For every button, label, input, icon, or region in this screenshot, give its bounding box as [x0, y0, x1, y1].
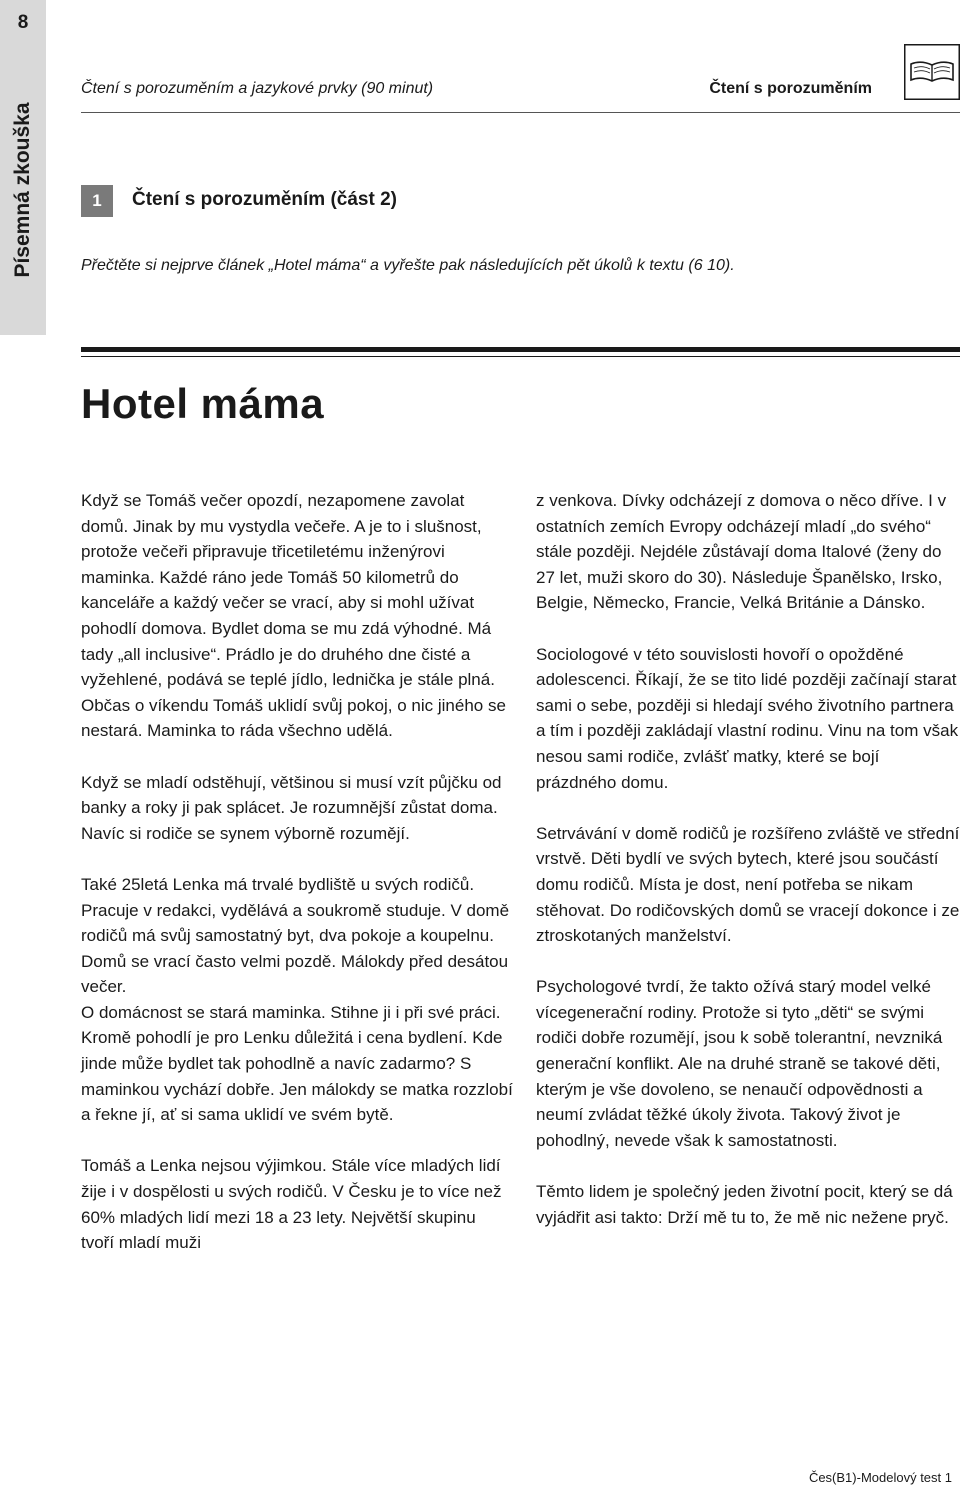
article-paragraph: z venkova. Dívky odcházejí z domova o něco dříve. I v ostatních zemích Evropy odcházejí mladí „do svého“ stále později. Nejdéle zůstávají doma Italové (ženy do 27 let, muži skoro do 30). Následuje Španělsko, Irsko, Belgie, Německo, Francie, Velká Británie a Dánsko.: [536, 491, 947, 613]
task-instruction: Přečtěte si nejprve článek „Hotel máma“ a vyřešte pak následujících pět úkolů k textu (6 10).: [81, 257, 735, 274]
article-rule-thick: [81, 347, 960, 352]
article-paragraph: Setrvávání v domě rodičů je rozšířeno zvláště ve střední vrstvě. Děti bydlí ve svých bytech, které jsou součástí domu rodičů. Místa je dost, není potřeba se nikam stěhovat. Do rodičovských domů se vracejí dokonce i ze ztroskotaných manželství.: [536, 823, 960, 946]
article-rule-thin: [81, 356, 960, 357]
task-number-badge: 1: [81, 185, 113, 217]
article-title: Hotel máma: [81, 380, 325, 427]
article-column-right: [536, 488, 960, 1256]
section-header-left: Čtení s porozuměním a jazykové prvky (90 minut): [81, 80, 434, 97]
article-paragraph: Když se mladí odstěhují, většinou si musí vzít půjčku od banky a roky ji pak splácet. Je rozumnější zůstat doma. Navíc si rodiče se synem výborně rozumějí.: [81, 772, 502, 843]
article-paragraph: Když se Tomáš večer opozdí, nezapomene zavolat domů. Jinak by mu vystydla večeře. A je to i slušnost, protože večeři připravuje třicetiletému inženýrovi maminka. Každé ráno jede Tomáš 50 kilometrů do kanceláře a každý večer se vrací, aby si mohl užívat pohodlí domova. Bydlet doma se mu zdá výhodné. Má tady „all inclusive“. Prádlo je do druhého dne čisté a vyžehlené, podává se teplé jídlo, lednička je stále plná. Občas o víkendu Tomáš uklidí svůj pokoj, o nic jiného se nestará. Maminka to ráda všechno udělá.: [81, 491, 506, 741]
page-footer: Čes(B1)-Modelový test 1: [808, 1470, 952, 1485]
section-header-right: Čtení s porozuměním: [709, 80, 872, 97]
article-column-left: [81, 488, 513, 1281]
article-paragraph: Tomáš a Lenka nejsou výjimkou. Stále více mladých lidí žije i v dospělosti u svých rodičů. V Česku je to více než 60% mladých lidí mezi 18 a 23 lety. Největší skupinu tvoří mladí muži: [81, 1156, 502, 1253]
page-number: 8: [17, 12, 29, 33]
exam-section-label: Písemná zkouška: [11, 102, 34, 278]
open-book-icon: [904, 44, 960, 100]
article-paragraph: Také 25letá Lenka má trvalé bydliště u svých rodičů. Pracuje v redakci, vydělává a soukromě studuje. V domě rodičů má svůj samostatný byt, dva pokoje a koupelnu. Domů se vrací často velmi pozdě. Málokdy před desátou večer. O domácnost se stará maminka. Stihne ji i při své práci. Kromě pohodlí je pro Lenku důležitá i cena bydlení. Kde jinde může bydlet tak pohodlně a navíc zadarmo? S maminkou vychází dobře. Jen málokdy se matka rozzlobí a řekne jí, ať si sama uklidí ve svém bytě.: [81, 874, 513, 1125]
side-tab: [0, 0, 46, 335]
header-divider: [81, 112, 960, 113]
article-paragraph: Těmto lidem je společný jeden životní pocit, který se dá vyjádřit asi takto: Drží mě tu to, že mě nic nežene pryč.: [536, 1182, 953, 1227]
article-paragraph: Sociologové v této souvislosti hovoří o opožděné adolescenci. Říkají, že se tito lidé později začínají starat sami o sebe, později si hledají svého životního partnera a tím i později zakládají vlastní rodinu. Vinu na tom však nesou sami rodiče, zvlášť matky, které se bojí prázdného domu.: [536, 644, 959, 792]
article-paragraph: Psychologové tvrdí, že takto ožívá starý model velké vícegenerační rodiny. Protože si tyto „děti“ se svými rodiči dobře rozumějí, jsou k sobě tolerantní, nevzniká generační konflikt. Ale na druhé straně se takové děti, kterým je vše dovoleno, se nenaučí odpovědnosti a neumí zvládat těžké úkoly života. Takový život je pohodlný, nevede však k samostatnosti.: [536, 977, 943, 1150]
task-title: Čtení s porozuměním (část 2): [132, 189, 397, 210]
